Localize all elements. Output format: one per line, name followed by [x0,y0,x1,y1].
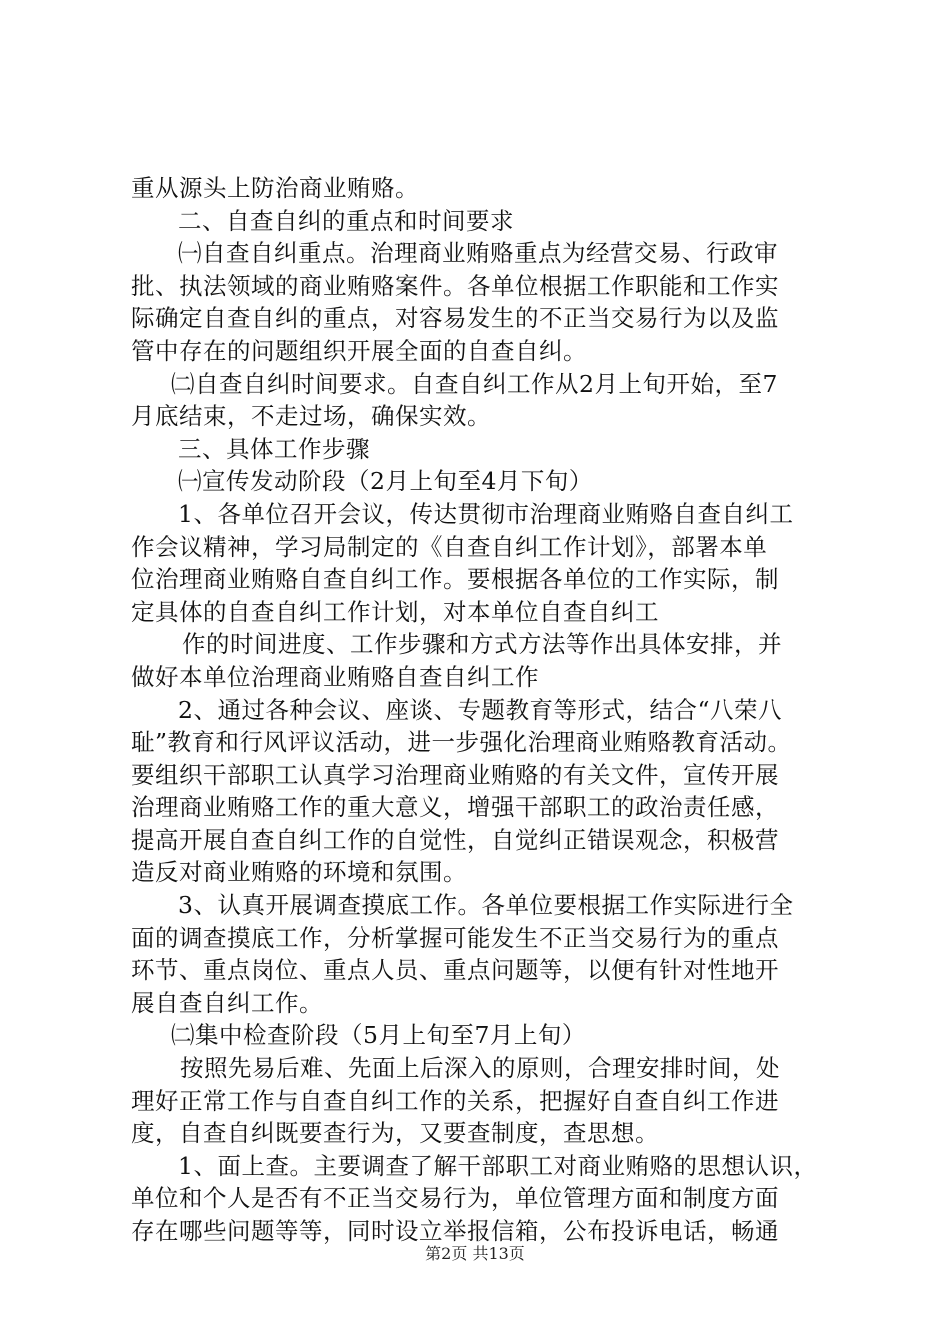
section-heading: 二、自查自纠的重点和时间要求 [178,206,514,235]
text-line: 管中存在的问题组织开展全面的自查自纠。 [131,336,587,365]
text-line: 造反对商业贿赂的环境和氛围。 [131,858,467,887]
text-line: 面的调查摸底工作，分析掌握可能发生不正当交易行为的重点 [131,923,779,952]
text-line: 重从源头上防治商业贿赂。 [131,174,419,202]
text-line: 提高开展自查自纠工作的自觉性，自觉纠正错误观念，积极营 [131,825,779,854]
text-line: 定具体的自查自纠工作计划，对本单位自查自纠工 [131,597,659,626]
text-line: 度，自查自纠既要查行为，又要查制度，查思想。 [131,1119,659,1148]
text-line: 批、执法领域的商业贿赂案件。各单位根据工作职能和工作实 [131,271,779,300]
document-body [131,172,831,1248]
text-line: 1、面上查。主要调查了解干部职工对商业贿赂的思想认识， [178,1151,818,1180]
section-heading: 三、具体工作步骤 [178,434,370,463]
text-line: 理好正常工作与自查自纠工作的关系，把握好自查自纠工作进 [131,1086,779,1115]
text-line: 2、通过各种会议、座谈、专题教育等形式，结合“八荣八 [178,695,782,724]
text-line: ㈠自查自纠重点。治理商业贿赂重点为经营交易、行政审 [178,239,778,268]
text-line: 做好本单位治理商业贿赂自查自纠工作 [131,662,539,691]
text-line: 按照先易后难、先面上后深入的原则，合理安排时间，处 [180,1054,780,1083]
text-line: 作的时间进度、工作步骤和方式方法等作出具体安排，并 [182,630,782,659]
text-line: 作会议精神，学习局制定的《自查自纠工作计划》，部署本单 [131,532,768,561]
text-line: 1、各单位召开会议，传达贯彻市治理商业贿赂自查自纠工 [178,499,794,528]
text-line: 要组织干部职工认真学习治理商业贿赂的有关文件，宣传开展 [131,760,779,789]
text-line: 3、认真开展调查摸底工作。各单位要根据工作实际进行全 [178,891,794,920]
text-line: 展自查自纠工作。 [131,988,323,1017]
subsection-heading: ㈡集中检查阶段（5月上旬至7月上旬） [171,1021,586,1050]
text-line: 际确定自查自纠的重点，对容易发生的不正当交易行为以及监 [131,304,779,333]
text-line: 耻”教育和行风评议活动，进一步强化治理商业贿赂教育活动。 [131,728,792,757]
subsection-heading: ㈠宣传发动阶段（2月上旬至4月下旬） [178,467,593,496]
page-number-footer: 第2页 共13页 [425,1244,525,1263]
text-line: 位治理商业贿赂自查自纠工作。要根据各单位的工作实际，制 [131,565,779,594]
text-line: 环节、重点岗位、重点人员、重点问题等，以便有针对性地开 [131,956,779,985]
text-line: 单位和个人是否有不正当交易行为，单位管理方面和制度方面 [131,1184,779,1213]
text-line: 治理商业贿赂工作的重大意义，增强干部职工的政治责任感， [131,793,779,822]
text-line: ㈡自查自纠时间要求。自查自纠工作从2月上旬开始，至7 [171,369,778,398]
text-line: 月底结束，不走过场，确保实效。 [131,402,491,431]
text-line: 存在哪些问题等等，同时设立举报信箱，公布投诉电话，畅通 [131,1217,779,1245]
